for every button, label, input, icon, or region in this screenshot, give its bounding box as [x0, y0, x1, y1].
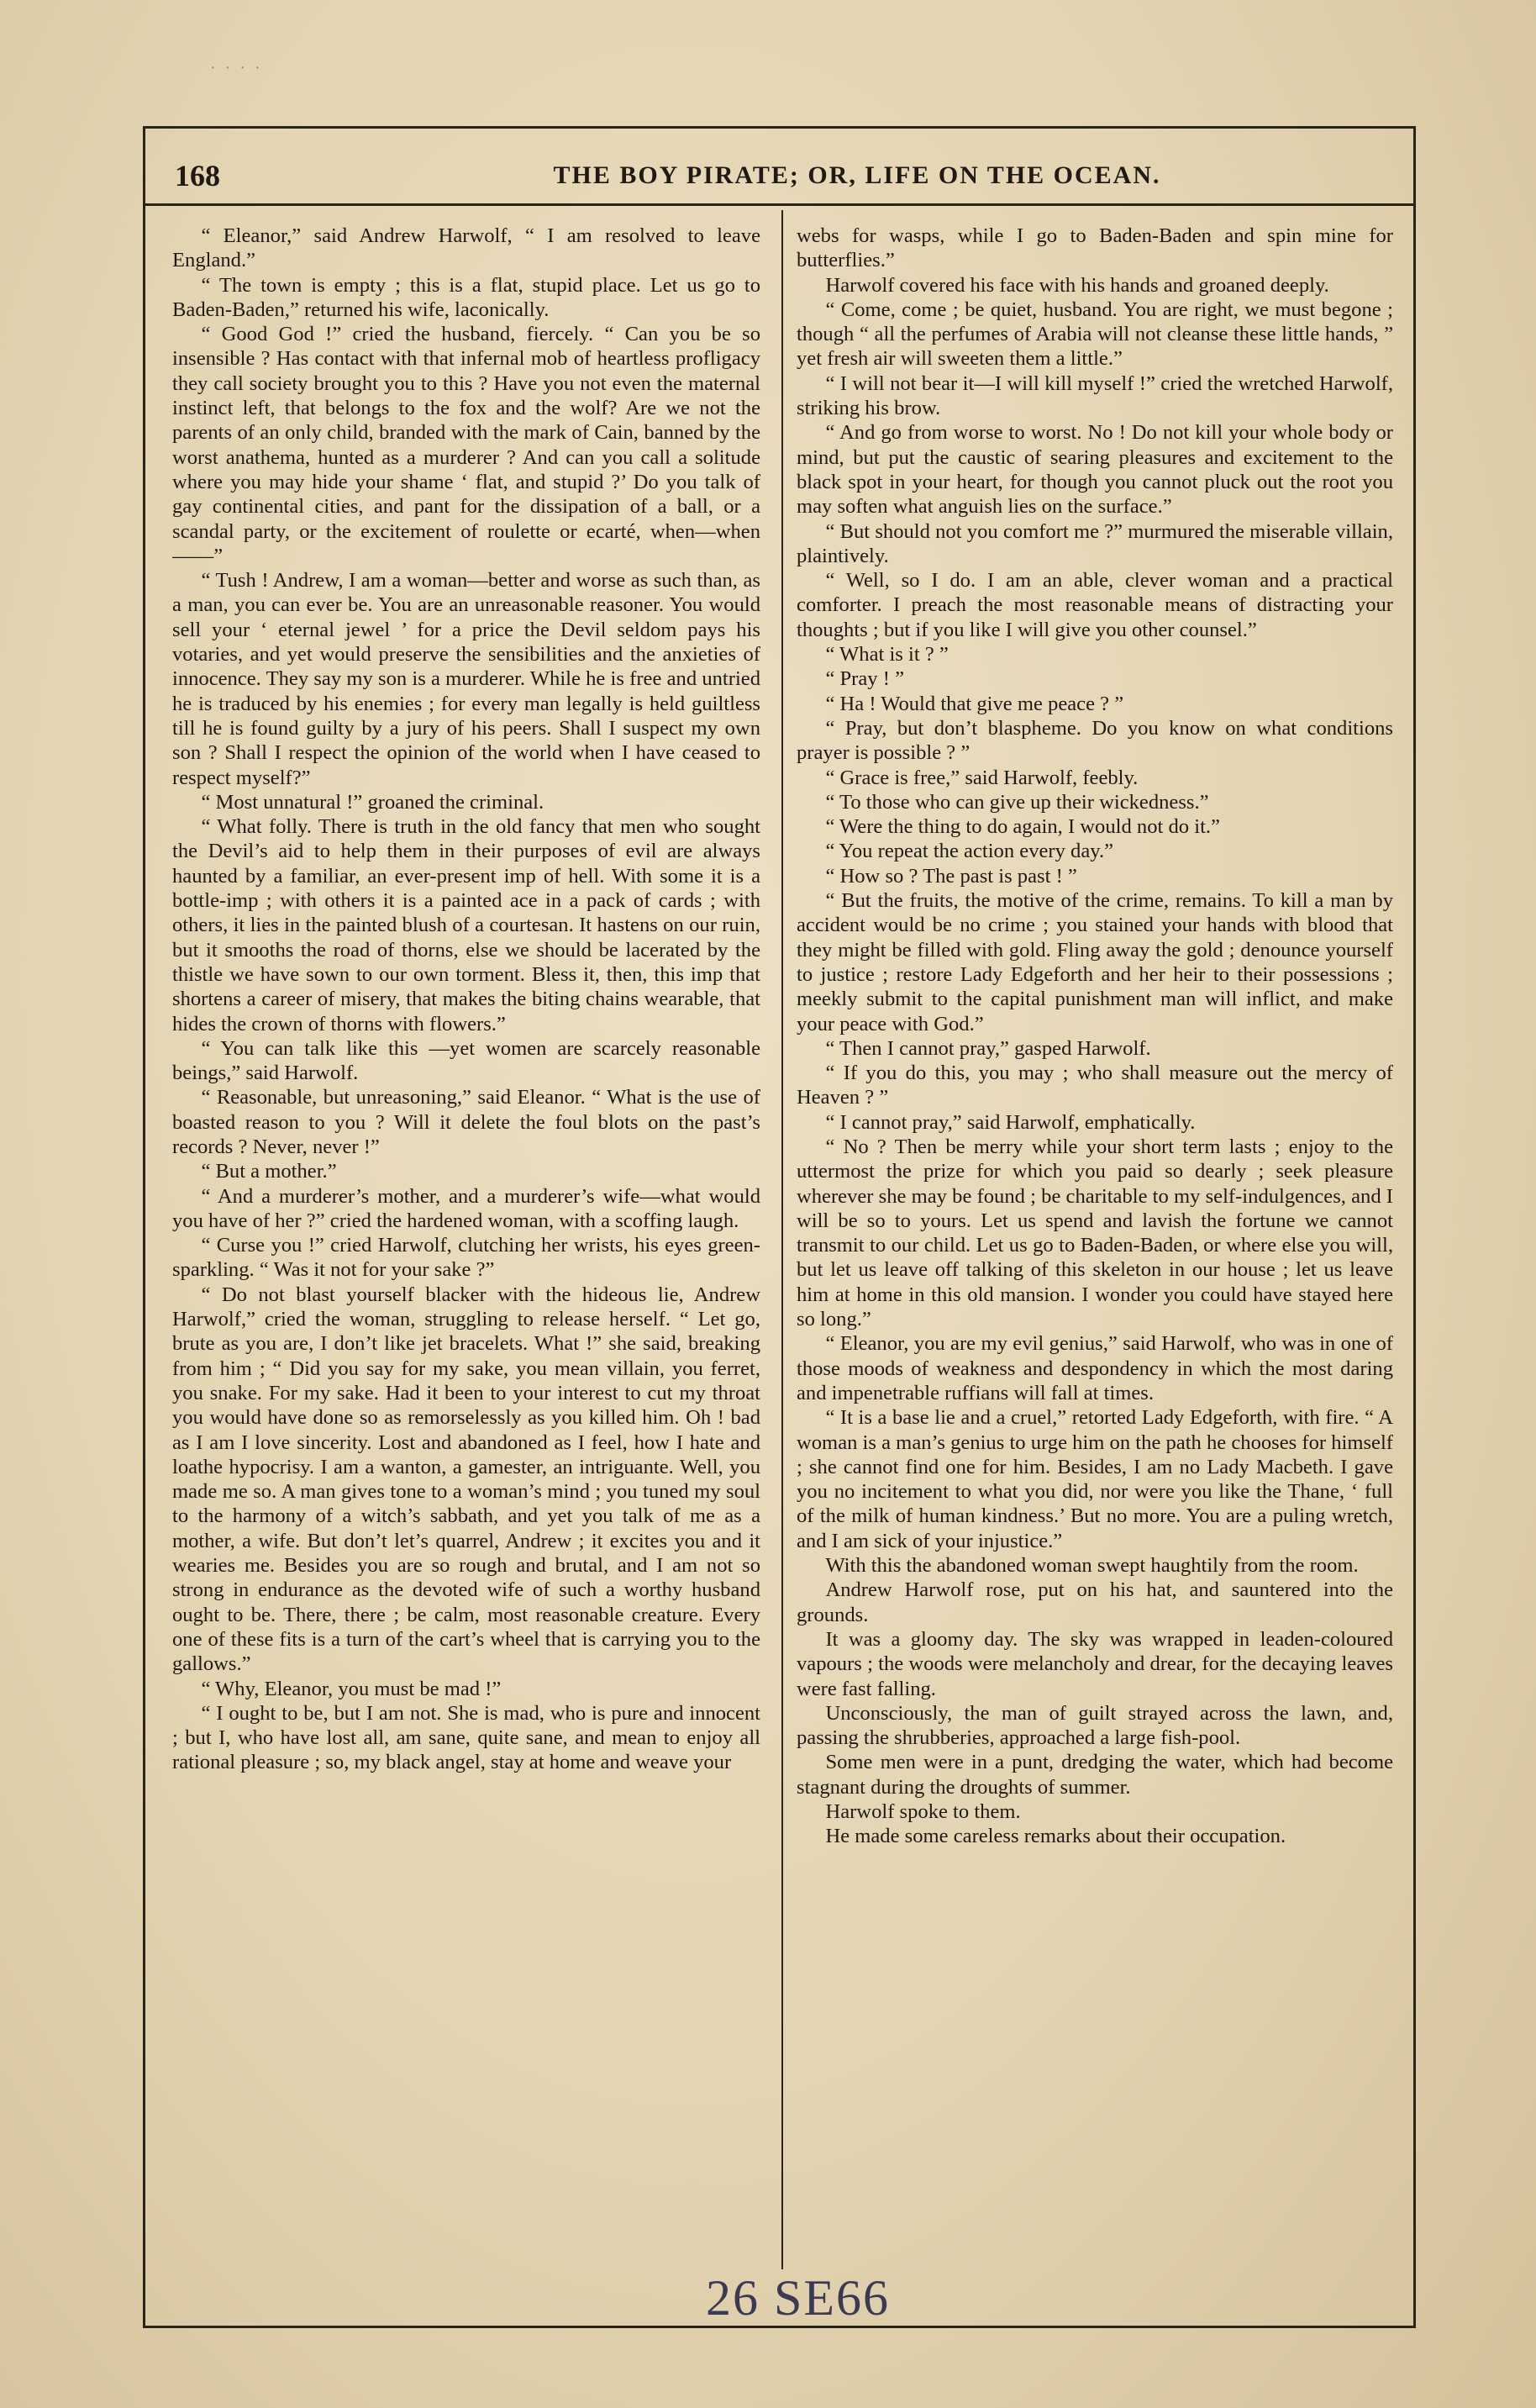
- paragraph: He made some careless remarks about their occupation.: [825, 1825, 1286, 1848]
- paragraph: “ Good God !” cried the husband, fiercely. “ Can you be so insensible ? Has contact with that infernal mob of heartless profligacy they call society brought you to this ? Have you not even the maternal instinct left, that belongs to the fox and the wolf? Are we not the parents of an only child, branded with the mark of Cain, banned by the worst anathema, hunted as a murderer ? And can you call a solitude where you may hide your shame ‘ flat, and stupid ?’ Do you talk of gay continental cities, and pant for the dissipation of a ball, or a scandal party, or the excitement of roulette or ecarté, when—when——”: [172, 323, 760, 567]
- paragraph: “ Why, Eleanor, you must be mad !”: [201, 1677, 502, 1700]
- header-rule: [143, 203, 1416, 206]
- paragraph: “ If you do this, you may ; who shall measure out the mercy of Heaven ? ”: [797, 1062, 1393, 1109]
- paragraph: “ What is it ? ”: [825, 643, 949, 667]
- paragraph: “ Grace is free,” said Harwolf, feebly.: [825, 766, 1139, 789]
- paragraph: “ But a mother.”: [201, 1160, 337, 1183]
- paragraph: “ Do not blast yourself blacker with the hideous lie, Andrew Harwolf,” cried the woman, struggling to release herself. “ Let go, brute as you are, I don’t like jet bracelets. What !” she said, breaking from him ; “ Did you say for my sake, you mean villain, you ferret, you snake. For my sake. Had it been to your interest to cut my throat you would have done so as remorselessly as you killed him. Oh ! bad as I am I love sincerity. Lost and abandoned as I feel, how I hate and loathe hypocrisy. I am a wanton, a gamester, an intriguante. Well, you made me so. A man gives tone to a woman’s mind ; you tuned my soul to the harmony of a witch’s sabbath, and yet you talk of me as a mother, a wife. But don’t let’s quarrel, Andrew ; it excites you and it wearies me. Besides you are so rough and brutal, and I am not so strong in endurance as the devoted wife of such a worthy husband ought to be. There, there ; be calm, most reasonable creature. Every one of these fits is a turn of the cart’s wheel that is carrying you to the gallows.”: [172, 1283, 760, 1676]
- paragraph: “ I ought to be, but I am not. She is mad, who is pure and innocent ; but I, who have lost all, am sane, quite sane, and mean to enjoy all rational pleasure ; so, my black angel, stay at home and weave your: [172, 1701, 760, 1774]
- paragraph: It was a gloomy day. The sky was wrapped in leaden-coloured vapours ; the woods were melancholy and drear, for the decaying leaves were fast falling.: [797, 1627, 1393, 1700]
- paragraph: “ Eleanor, you are my evil genius,” said Harwolf, who was in one of those moods of weakness and despondency in which the most daring and impenetrable ruffians will fall at times.: [797, 1332, 1393, 1404]
- paragraph: Andrew Harwolf rose, put on his hat, and sauntered into the grounds.: [797, 1578, 1393, 1626]
- paragraph: “ I cannot pray,” said Harwolf, emphatically.: [825, 1110, 1196, 1134]
- paragraph: “ Well, so I do. I am an able, clever woman and a practical comforter. I preach the most reasonable means of distracting your thoughts ; but if you like I will give you other counsel.”: [797, 569, 1393, 641]
- paragraph: “ And a murderer’s mother, and a murderer’s wife—what would you have of her ?” cried the hardened woman, with a scoffing laugh.: [172, 1184, 760, 1232]
- paragraph: webs for wasps, while I go to Baden-Baden and spin mine for butterflies.”: [797, 224, 1393, 272]
- left-column: [172, 224, 760, 2274]
- paragraph: “ To those who can give up their wickedness.”: [825, 790, 1209, 814]
- paragraph: “ Pray, but don’t blaspheme. Do you know on what conditions prayer is possible ? ”: [797, 716, 1393, 765]
- faint-stamp-mark: · · · ·: [210, 59, 263, 77]
- paragraph: “ Were the thing to do again, I would not do it.”: [825, 815, 1220, 839]
- paragraph: “ You can talk like this —yet women are scarcely reasonable beings,” said Harwolf.: [172, 1036, 760, 1085]
- right-column: [797, 224, 1393, 2274]
- paragraph: Unconsciously, the man of guilt strayed across the lawn, and, passing the shrubberies, approached a large fish-pool.: [797, 1701, 1393, 1750]
- paragraph: “ But should not you comfort me ?” murmured the miserable villain, plaintively.: [797, 519, 1393, 567]
- paragraph: “ Ha ! Would that give me peace ? ”: [825, 692, 1124, 715]
- paragraph: “ Reasonable, but unreasoning,” said Eleanor. “ What is the use of boasted reason to you ? Will it delete the foul blots on the past’s records ? Never, never !”: [172, 1086, 760, 1158]
- paragraph: “ The town is empty ; this is a flat, stupid place. Let us go to Baden-Baden,” returned his wife, laconically.: [172, 273, 760, 321]
- paragraph: “ Tush ! Andrew, I am a woman—better and worse as such than, as a man, you can ever be. You are an unreasonable reasoner. You would sell your ‘ eternal jewel ’ for a price the Devil seldom pays his votaries, and yet would preserve the sensibilities and the anxieties of innocence. They say my son is a murderer. While he is free and untried he is traduced by his enemies ; for every man legally is held guiltless till he is found guilty by a jury of his peers. Shall I suspect my own son ? Shall I respect the opinion of the world when I have ceased to respect myself?”: [172, 569, 760, 789]
- paragraph: With this the abandoned woman swept haughtily from the room.: [825, 1554, 1359, 1578]
- running-title: THE BOY PIRATE; OR, LIFE ON THE OCEAN.: [553, 161, 1161, 189]
- paragraph: “ How so ? The past is past ! ”: [825, 864, 1077, 888]
- paragraph: “ Then I cannot pray,” gasped Harwolf.: [825, 1036, 1151, 1060]
- paragraph: “ You repeat the action every day.”: [825, 840, 1114, 863]
- paragraph: “ Most unnatural !” groaned the criminal.: [201, 790, 544, 814]
- paragraph: “ And go from worse to worst. No ! Do not kill your whole body or mind, but put the caustic of searing pleasures and excitement to the black spot in your heart, for though you cannot pluck out the root you may soften what anguish lies on the surface.”: [797, 421, 1393, 519]
- paragraph: “ Pray ! ”: [825, 667, 904, 691]
- paragraph: “ I will not bear it—I will kill myself !” cried the wretched Harwolf, striking his brow.: [797, 371, 1393, 420]
- column-divider: [781, 210, 783, 2269]
- paragraph: Harwolf spoke to them.: [825, 1800, 1021, 1823]
- paragraph: “ Eleanor,” said Andrew Harwolf, “ I am resolved to leave England.”: [172, 224, 760, 272]
- paragraph: “ Curse you !” cried Harwolf, clutching her wrists, his eyes green-sparkling. “ Was it not for your sake ?”: [172, 1234, 760, 1282]
- paragraph: “ It is a base lie and a cruel,” retorted Lady Edgeforth, with fire. “ A woman is a man’s genius to urge him on the path he chooses for himself ; she cannot find one for him. Besides, I am no Lady Macbeth. I gave you no incitement to what you did, nor were you like the Thane, ‘ full of the milk of human kindness.’ But no more. You are a puling wretch, and I am sick of your injustice.”: [797, 1406, 1393, 1552]
- paragraph: Harwolf covered his face with his hands and groaned deeply.: [825, 273, 1329, 297]
- catalog-mark: 26 SE66: [706, 2270, 891, 2326]
- paragraph: “ No ? Then be merry while your short term lasts ; enjoy to the uttermost the prize for which you paid so dearly ; seek pleasure wherever she may be found ; be charitable to my self-indulgences, and I will be so to yours. Let us spend and lavish the fortune we cannot transmit to our child. Let us go to Baden-Baden, or where else you will, but let us leave off talking of this skeleton in our house ; let us leave him at home in this old mansion. I wonder you could have stayed here so long.”: [797, 1135, 1393, 1331]
- paragraph: “ Come, come ; be quiet, husband. You are right, we must begone ; though “ all the perfumes of Arabia will not cleanse these little hands, ” yet fresh air will sweeten them a little.”: [797, 298, 1393, 371]
- paragraph: “ What folly. There is truth in the old fancy that men who sought the Devil’s aid to help them in their purposes of evil are always haunted by a familiar, an ever-present imp of hell. With some it is a bottle-imp ; with others it is a painted ace in a pack of cards ; with others, it lies in the painted blush of a courtesan. It hastens on our ruin, but it smooths the road of thorns, else we should be lacerated by the thistle we have sown to our own torment. Bless it, then, this imp that shortens a career of misery, that makes the biting chains wearable, that hides the crown of thorns with flowers.”: [172, 815, 760, 1035]
- page-number: 168: [175, 159, 220, 192]
- paragraph: “ But the fruits, the motive of the crime, remains. To kill a man by accident would be no crime ; you stained your hands with blood that they might be filled with gold. Fling away the gold ; denounce yourself to justice ; restore Lady Edgeforth and her heir to their possessions ; meekly submit to the capital punishment man will inflict, and make your peace with God.”: [797, 889, 1393, 1035]
- paragraph: Some men were in a punt, dredging the water, which had become stagnant during the droughts of summer.: [797, 1751, 1393, 1799]
